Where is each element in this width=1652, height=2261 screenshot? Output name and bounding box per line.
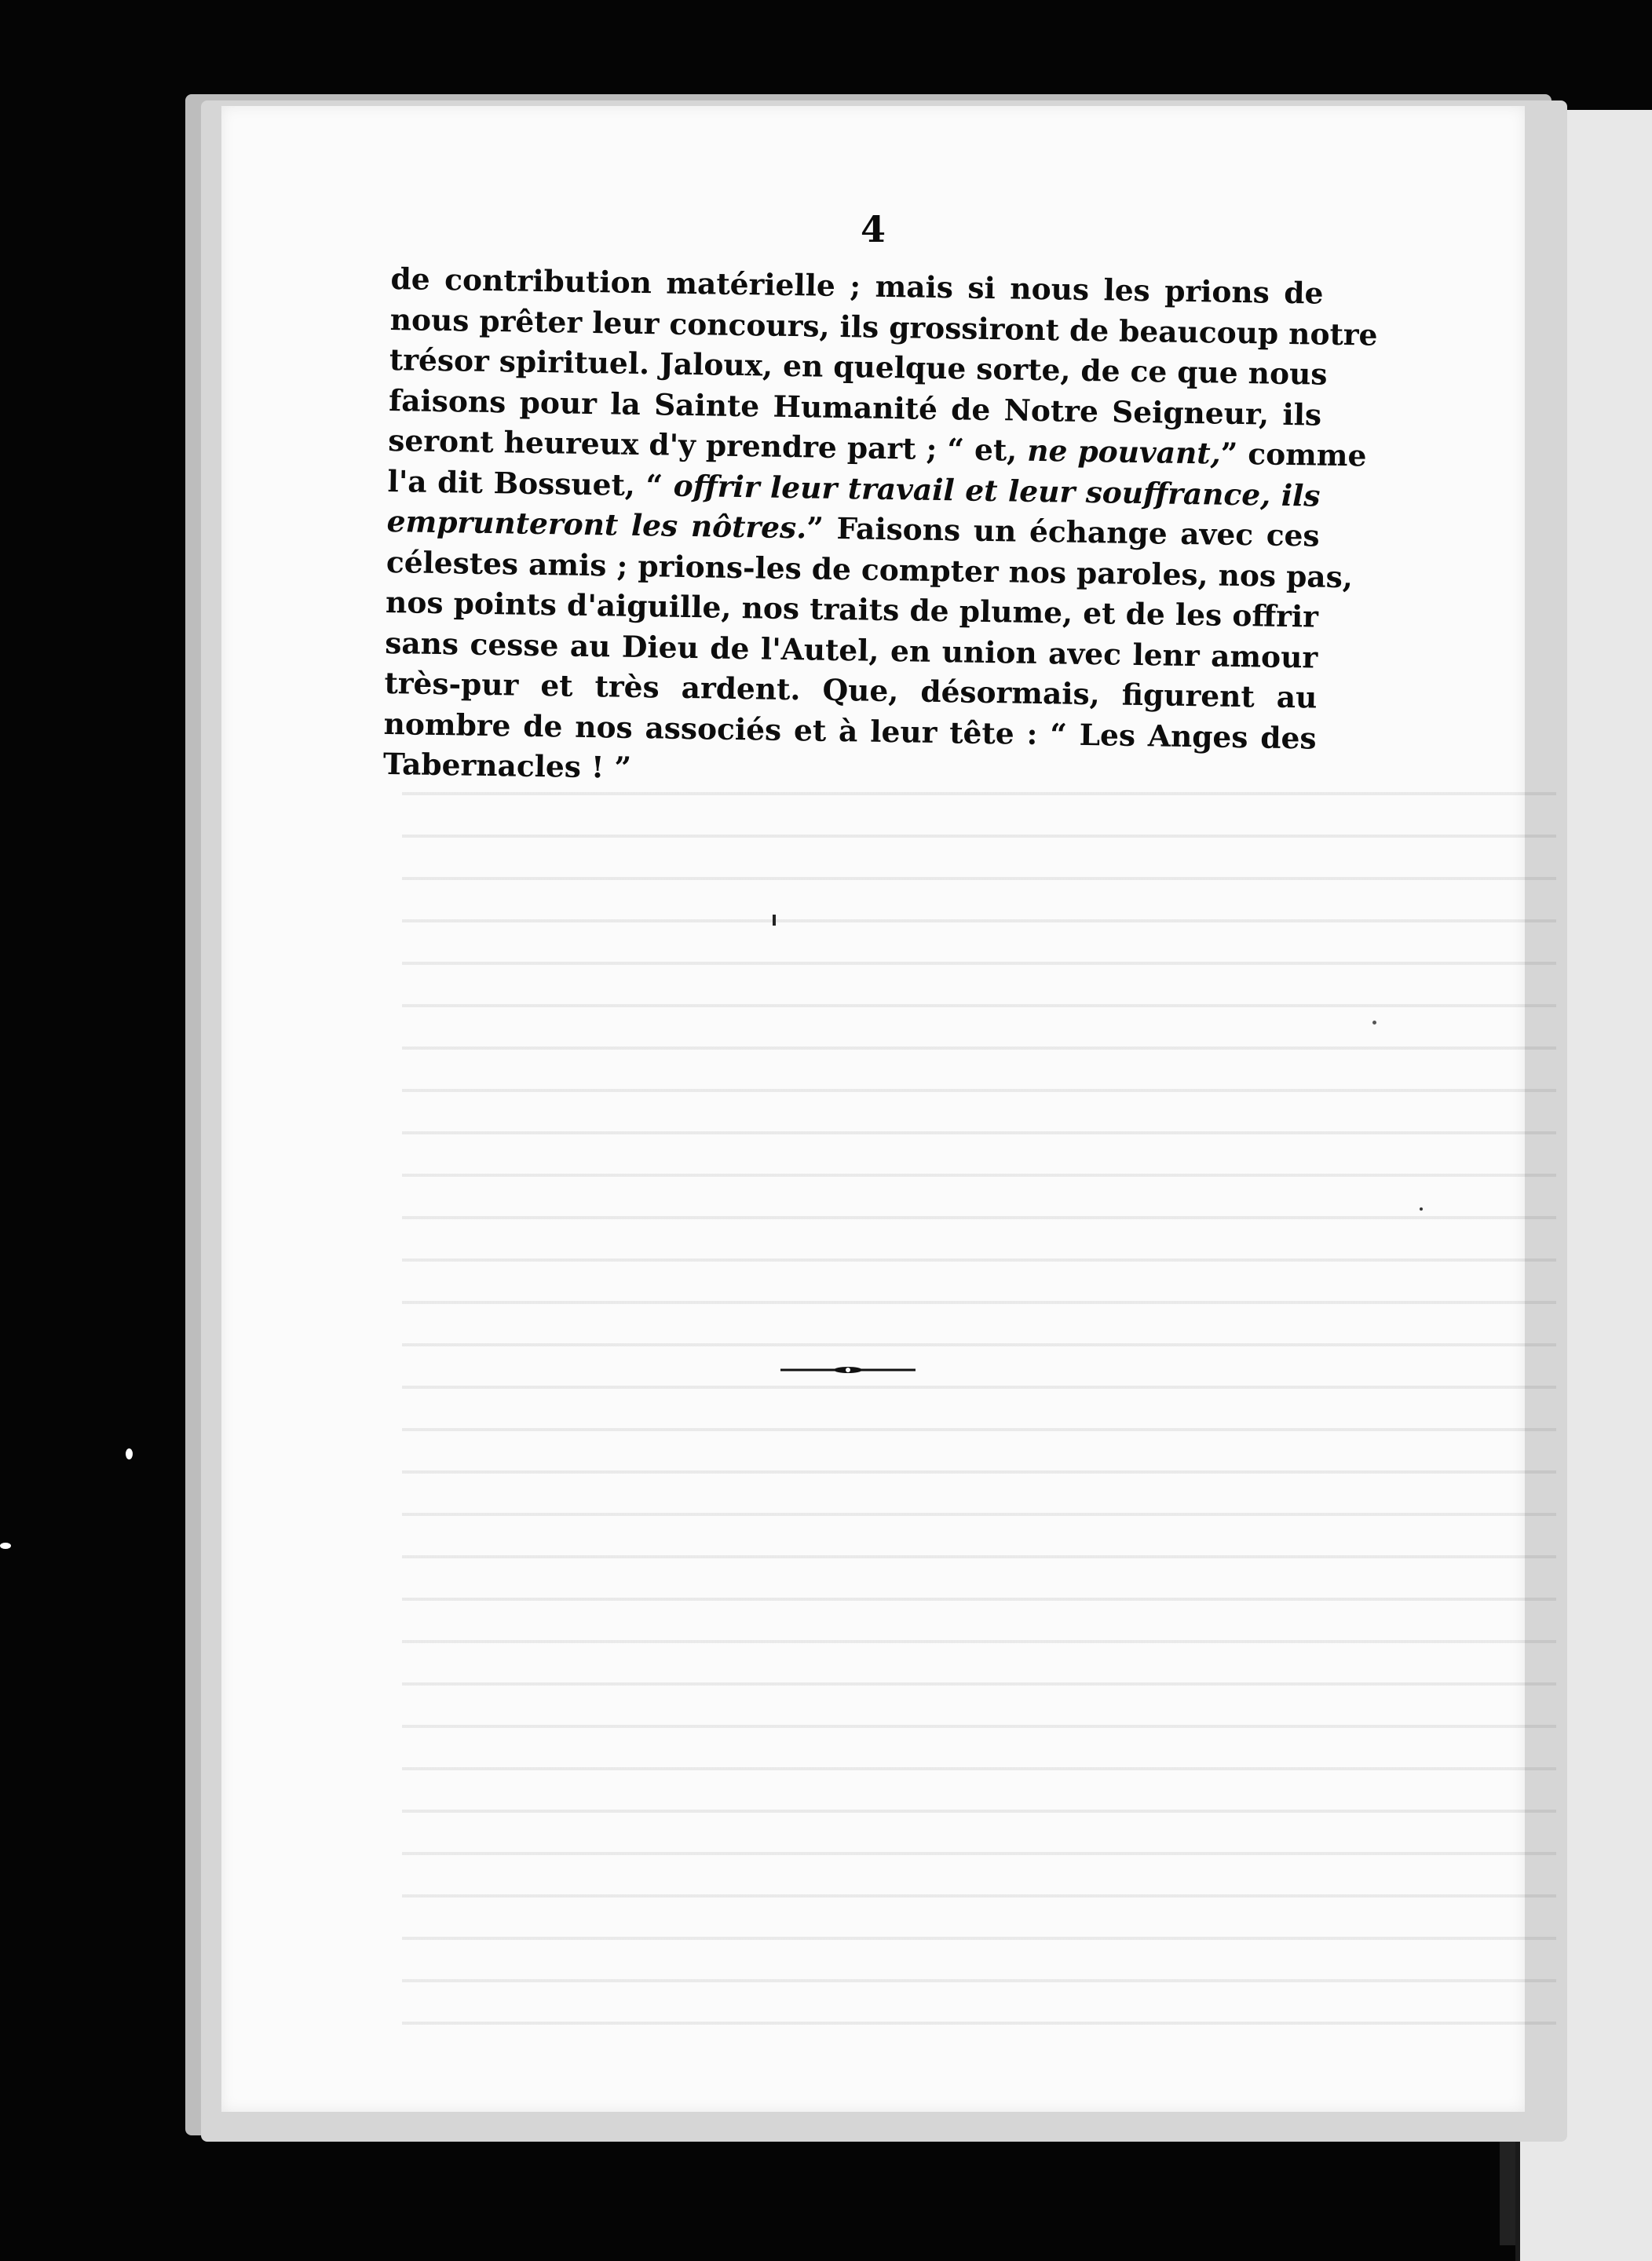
section-ornament [780, 1366, 916, 1374]
text-run: sans cesse au Dieu de l'Autel, en union avec lenr amour [384, 625, 1318, 675]
text-run: nous prêter leur concours, ils grossiront de beaucoup notre [389, 301, 1378, 352]
text-run: l'a dit Bossuet, “ [387, 463, 674, 503]
italic-text: emprunteront les nôtres. [386, 503, 807, 546]
text-run: célestes amis ; prions-les de compter nos paroles, nos pas, [386, 544, 1354, 594]
page-number: 4 [860, 208, 886, 250]
show-through-text [402, 765, 1556, 2037]
text-run: seront heureux d'y prendre part ; “ et, [388, 422, 1028, 468]
body-text [382, 259, 1378, 799]
text-run: nos points d'aiguille, nos traits de plume, et de les offrir [385, 584, 1319, 634]
italic-text: offrir leur travail et leur souffrance, ils [673, 468, 1321, 513]
text-run: ” Faisons un échange avec ces [806, 510, 1320, 553]
text-run: trésor spirituel. Jaloux, en quelque sorte, de ce que nous [389, 342, 1328, 392]
text-run: nombre de nos associés et à leur tête : “ Les Anges des [383, 706, 1317, 756]
dust-speck [1420, 1207, 1423, 1211]
italic-text: ne pouvant, [1027, 433, 1222, 471]
text-run: de contribution matérielle ; mais si nous les prions de [390, 261, 1324, 311]
dust-speck [0, 1543, 11, 1549]
dust-speck [1372, 1021, 1376, 1025]
ink-mark [773, 915, 776, 926]
text-run: Tabernacles ! ” [382, 746, 632, 785]
text-run: très-pur et très ardent. Que, désormais, figurent au [384, 665, 1318, 715]
book-page [221, 106, 1525, 2112]
text-run: faisons pour la Sainte Humanité de Notre Seigneur, ils [388, 382, 1322, 433]
dust-speck [126, 1448, 133, 1459]
text-run: ” comme [1220, 436, 1367, 473]
